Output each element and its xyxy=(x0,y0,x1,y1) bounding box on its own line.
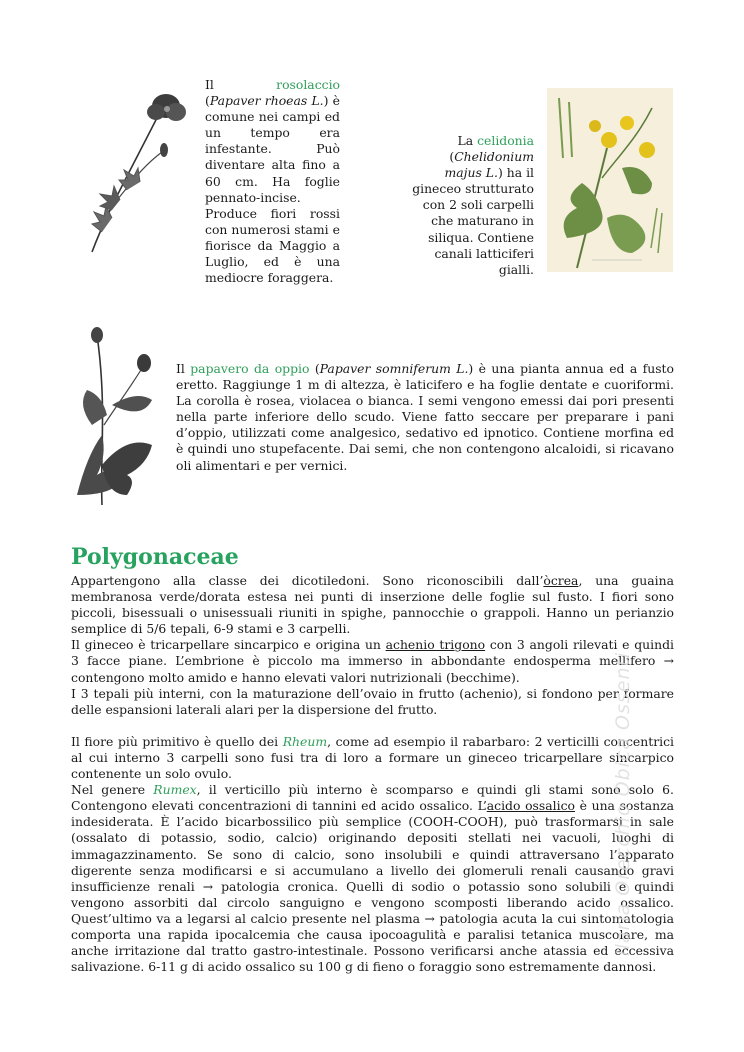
section-title: Polygonaceae xyxy=(71,544,239,570)
paragraph-5: Nel genere Rumex, il verticillo più interno è scomparso e quindi gli stami sono solo 6. Contengono elevati concentrazioni di tannini ed acido ossalico. L’acido ossalico è una sostanza indesiderata. È l’acido bicarbossilico più semplice (COOH-COOH), può trasformarsi in sale (ossalato di potassio, sodio, calcio) originando depositi stellati nei vacuoli, luoghi di immagazzinamento. Se sono di calcio, sono insolubili e quindi attraversano l’apparato digerente senza modificarsi e si accumulano a livello dei glomeruli renali causando gravi insufficienze renali → patologia cronica. Quelli di sodio o potassio sono solubili e quindi vengono assorbiti dal circolo sanguigno e vengono scomposti liberando acido ossalico. Quest’ultimo va a legarsi al calcio presente nel plasma → patologia acuta la cui sintomatologia comporta una rapida ipocalcemia che causa ipocoagulità e paralisi tetanica muscolare, ma anche irritazione dal tratto gastro-intestinale. Possono verificarsi anche atassia ed eccessiva salivazione. 6-11 g di acido ossalico su 100 g di fieno o foraggio sono estremamente dannosi. xyxy=(71,782,675,975)
paragraph-4: Il fiore più primitivo è quello dei Rheum, come ad esempio il rabarbaro: 2 verticilli concentrici al cui interno 3 carpelli sono fusi tra di loro a formare un gineceo tricarpellare sincarpico contenente un solo ovulo. xyxy=(71,733,674,782)
rumex-genus: Rumex xyxy=(153,782,197,798)
ocrea-term: òcrea xyxy=(543,573,579,588)
paragraph-1: Appartengono alla classe dei dicotiledoni. Sono riconoscibili dall’òcrea, una guaina membranosa verde/dorata estesa nei punti di inserzione delle foglie sul fusto. I fiori sono piccoli, bisessuali o unisessuali riuniti in spighe, pannocchie o grappoli. Hanno un perianzio semplice di 5/6 tepali, 6-9 stami e 3 carpelli. xyxy=(71,573,674,637)
achenio-term: achenio trigono xyxy=(385,637,486,653)
papavero-latin: Papaver somniferum L. xyxy=(319,361,469,376)
papavero-name: papavero da oppio xyxy=(190,361,310,376)
rosolaccio-name: rosolaccio xyxy=(276,77,340,92)
rheum-genus: Rheum xyxy=(282,733,328,749)
papavero-description: Il papavero da oppio (Papaver somniferum L.) è una pianta annua ed a fusto eretto. Raggiunge 1 m di altezza, è laticifero e ha foglie dentate e cuoriformi. La corolla è rosea, violacea o bianca. I semi vengono emessi dai pori presenti nella parte inferiore dello scudo. Viene fatto seccare per preparare i pani d’oppio, utilizzati come analgesico, sedativo ed ipnotico. Contiene morfina ed è quindi uno stupefacente. Dai semi, che non contengono alcaloidi, si ricavano oli alimentari e per vernici. xyxy=(176,361,674,473)
paragraph-2: Il gineceo è tricarpellare sincarpico e origina un achenio trigono con 3 angoli rilevati e quindi 3 facce piane. L’embrione è piccolo ma immerso in abbondante endosperma mellifero → contengono molto amido e hanno elevati valori nutrizionali (becchime). xyxy=(71,637,674,685)
celidonia-illustration xyxy=(547,88,673,272)
celidonia-name: celidonia xyxy=(477,133,534,148)
watermark: Ilaria Orecchio Obica Ossenti xyxy=(612,651,634,956)
paragraph-3: I 3 tepali più interni, con la maturazione dell’ovaio in frutto (achenio), si fondono per formare delle espansioni laterali alari per la dispersione del frutto. xyxy=(71,685,674,717)
rosolaccio-description: Il rosolaccio (Papaver rhoeas L.) è comune nei campi ed un tempo era infestante. Può diventare alta fino a 60 cm. Ha foglie pennato-incise. Produce fiori rossi con numerosi stami e fiorisce da Maggio a Luglio, ed è una mediocre foraggera. xyxy=(205,77,341,286)
rosolaccio-illustration xyxy=(72,82,188,260)
acido-ossalico-term: acido ossalico xyxy=(486,798,575,814)
celidonia-description: La celidonia (Chelidonium majus L.) ha il gineceo strutturato con 2 soli carpelli che maturano in siliqua. Contiene canali latticiferi gialli. xyxy=(412,133,534,277)
section-body xyxy=(71,573,674,975)
papavero-illustration xyxy=(72,325,164,507)
rosolaccio-latin: Papaver rhoeas L. xyxy=(209,93,324,109)
celidonia-latin: Chelidonium majus L. xyxy=(444,149,534,181)
